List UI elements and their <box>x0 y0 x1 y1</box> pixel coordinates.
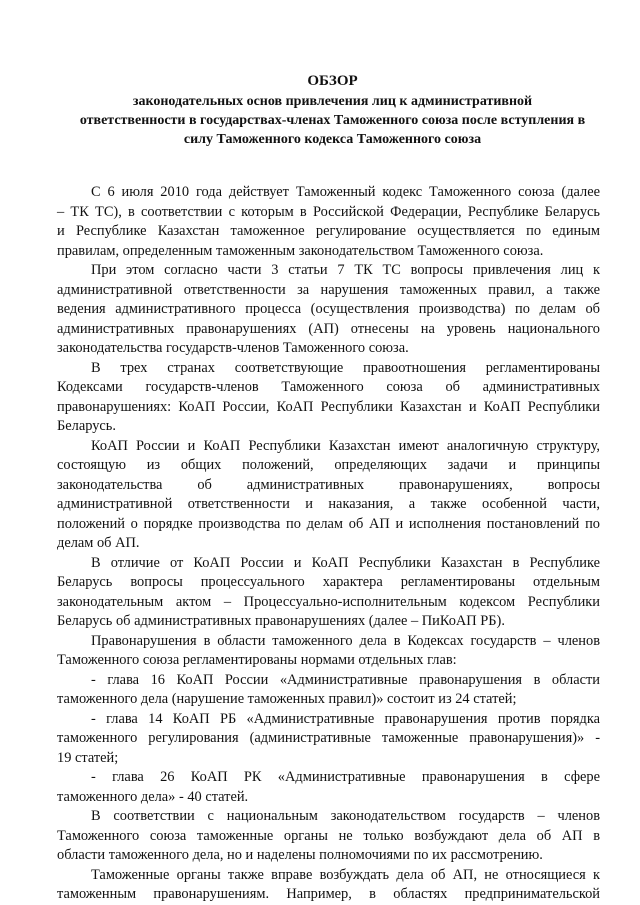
list-item-line: таможенного дела» - 40 статей. <box>57 788 249 805</box>
body-line: делам об АП. <box>57 535 140 551</box>
document-subtitle-line-3: силу Таможенного кодекса Таможенного союза <box>183 132 482 147</box>
body-line: – ТК ТС), в соответствии с которым в Российской Федерации, Республике Беларусь <box>57 203 600 220</box>
body-line: и Республике Казахстан таможенное регулирование осуществляется по единым <box>57 223 600 239</box>
body-line: С 6 июля 2010 года действует Таможенный кодекс Таможенного союза (далее <box>91 184 600 200</box>
list-item-line: - глава 14 КоАП РБ «Административные правонарушения против порядка <box>91 710 600 727</box>
document-subtitle-line-1: законодательных основ привлечения лиц к административной <box>132 94 533 109</box>
body-line: законодательства государств-членов Таможенного союза. <box>57 340 409 356</box>
document-title: ОБЗОР <box>307 73 358 89</box>
body-line: Беларусь вопросы процессуального характера регламентированы отдельным <box>57 574 600 590</box>
body-line: таможенным правонарушениям. Например, в областях предпринимательской <box>57 886 600 902</box>
body-line: Таможенные органы также вправе возбуждать дела об АП, не относящиеся к <box>91 866 600 883</box>
body-line: В отличие от КоАП России и КоАП Республики Казахстан в Республике <box>91 554 600 571</box>
body-line: Таможенного союза таможенные органы не только возбуждают дела об АП в <box>57 827 600 844</box>
document-subtitle-line-2: ответственности в государствах-членах Таможенного союза после вступления в <box>79 113 586 128</box>
body-line: положений о порядке производства по делам об АП и исполнения постановлений по <box>57 515 600 532</box>
body-line: Беларусь. <box>57 418 116 434</box>
body-line: Таможенного союза регламентированы нормами отдельных глав: <box>57 652 457 668</box>
body-line: административных правонарушениях (АП) отнесены на уровень национального <box>57 320 600 337</box>
list-item-line: 19 статей; <box>57 749 119 766</box>
body-line: законодательства об административных правонарушениях, вопросы <box>57 476 600 493</box>
body-line: правонарушениях: КоАП России, КоАП Республики Казахстан и КоАП Республики <box>57 398 600 415</box>
list-item-line: таможенного регулирования (административные таможенные правонарушения)» - <box>57 730 600 746</box>
body-line: В соответствии с национальным законодательством государств – членов <box>91 808 600 824</box>
list-item-line: таможенного дела (нарушение таможенных правил)» состоит из 24 статей; <box>57 691 517 707</box>
list-item-line: - глава 16 КоАП России «Административные правонарушения в области <box>91 671 600 688</box>
body-line: административной ответственности и наказания, а также особенной части, <box>57 496 600 512</box>
body-line: При этом согласно части 3 статьи 7 ТК ТС вопросы привлечения лиц к <box>91 262 600 278</box>
body-line: КоАП России и КоАП Республики Казахстан имеют аналогичную структуру, <box>91 437 600 454</box>
body-line: В трех странах соответствующие правоотношения регламентированы <box>91 359 600 376</box>
list-item-line: - глава 26 КоАП РК «Административные правонарушения в сфере <box>91 769 600 785</box>
body-line: ведения административного процесса (осуществления производства) по делам об <box>57 301 600 317</box>
body-line: Беларусь об административных правонарушениях (далее – ПиКоАП РБ). <box>57 613 505 629</box>
body-line: административной ответственности за нарушения таможенных правил, а также <box>57 281 600 298</box>
body-line: Кодексами государств-членов Таможенного союза об административных <box>57 379 600 395</box>
body-line: Правонарушения в области таможенного дела в Кодексах государств – членов <box>91 632 600 649</box>
body-line: состоящую из общих положений, определяющих задачи и принципы <box>57 457 600 473</box>
body-line: правилам, определенным таможенным законодательством Таможенного союза. <box>57 242 544 259</box>
body-line: законодательным актом – Процессуально-исполнительным кодексом Республики <box>57 593 600 610</box>
body-line: области таможенного дела, но и наделены полномочиями по их рассмотрению. <box>57 847 543 863</box>
